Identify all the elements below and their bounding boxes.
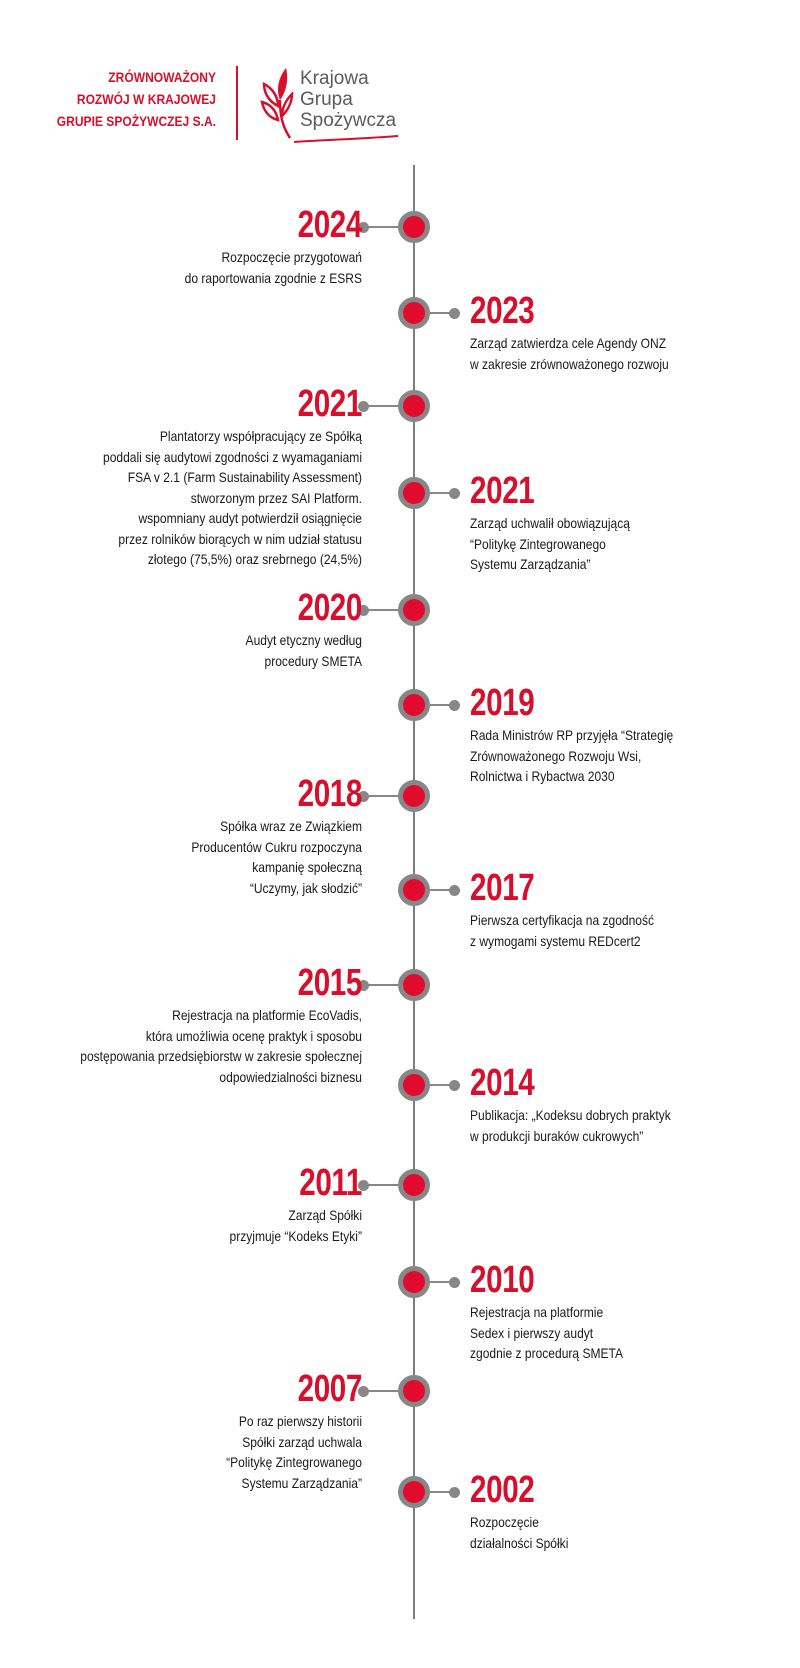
event-description: Rada Ministrów RP przyjęła “Strategię Zrównoważonego Rozwoju Wsi, Rolnictwa i Rybactwa 2030 [470,727,674,784]
event-year: 2023 [470,290,535,332]
timeline-node [398,780,430,812]
event-description: Rejestracja na platformie Sedex i pierwszy audyt zgodnie z procedurą SMETA [470,1304,624,1361]
connector-dot [449,1487,460,1498]
event-description: Plantatorzy współpracujący ze Spółką poddali się audytowi zgodności z wyamaganiami FSA v 2.1 (Farm Sustainability Assessment) stworzonym przez SAI Platform. wspomniany audyt potwierdził osiągnięcie przez rolników biorących w nim udział statusu złotego (75,5%) oraz srebrnego (24,5%) [102,428,362,567]
timeline-node [398,211,430,243]
event-year: 2018 [297,773,362,815]
event-year: 2014 [470,1062,535,1104]
event-description: Po raz pierwszy historii Spółki zarząd uchwala “Politykę Zintegrowanego Systemu Zarządzania” [226,1413,362,1491]
event-year: 2011 [299,1162,362,1204]
timeline-node [398,1476,430,1508]
event-year: 2002 [470,1469,535,1511]
timeline-event-2011 [2,1163,362,1246]
timeline-node [398,297,430,329]
connector-dot [449,700,460,711]
event-description: Publikacja: „Kodeksu dobrych praktyk w produkcji buraków cukrowych” [470,1107,671,1144]
report-title [56,66,216,132]
timeline-node [398,1375,430,1407]
report-title-line: GRUPIE SPOŻYWCZEJ S.A. [56,113,217,129]
timeline-event-2018 [2,774,362,898]
timeline-event-2023 [470,291,800,374]
event-year: 2019 [470,682,535,724]
report-title-line: ZRÓWNOWAŻONY [108,69,216,85]
timeline-event-2024 [2,205,362,288]
event-year: 2020 [297,587,362,629]
event-year: 2024 [297,204,362,246]
timeline-node [398,969,430,1001]
connector-dot [449,488,460,499]
timeline-connector [364,405,398,407]
timeline-connector [364,226,398,228]
timeline-event-2017 [470,868,800,951]
event-year: 2017 [470,867,535,909]
event-description: Rozpoczęcie działalności Spółki [470,1514,569,1551]
logo-line: Spożywcza [300,110,397,131]
timeline-event-2020 [2,588,362,671]
timeline-event-2021 [2,384,362,570]
connector-dot [449,885,460,896]
report-title-line: ROZWÓJ W KRAJOWEJ [76,91,216,107]
timeline-node [398,1266,430,1298]
wheat-ear-icon [256,64,300,142]
timeline-connector [364,609,398,611]
timeline-node [398,594,430,626]
logo-line: Krajowa [300,68,369,89]
timeline-connector [364,1184,398,1186]
event-year: 2021 [297,383,362,425]
connector-dot [449,1277,460,1288]
event-description: Audyt etyczny według procedury SMETA [245,632,362,669]
timeline-node [398,477,430,509]
timeline-event-2007 [2,1369,362,1493]
event-description: Spółka wraz ze Związkiem Producentów Cukru rozpoczyna kampanię społeczną “Uczymy, jak słodzić” [191,818,362,896]
logo-swoosh [292,134,400,144]
logo-wordmark [300,68,396,131]
event-description: Rejestracja na platformie EcoVadis, która umożliwia ocenę praktyk i sposobu postępowania przedsiębiorstw w zakresie społecznej odpowiedzialności biznesu [80,1007,362,1085]
event-year: 2010 [470,1259,535,1301]
logo-line: Grupa [300,89,353,110]
event-description: Zarząd uchwalił obowiązującą “Politykę Zintegrowanego Systemu Zarządzania” [470,515,630,572]
event-description: Pierwsza certyfikacja na zgodność z wymogami systemu REDcert2 [470,912,655,949]
timeline-event-2019 [470,683,800,787]
timeline-node [398,1069,430,1101]
timeline-node [398,874,430,906]
timeline-node [398,1169,430,1201]
header-divider [236,66,238,140]
event-year: 2021 [470,470,535,512]
event-year: 2007 [297,1368,362,1410]
connector-dot [449,308,460,319]
timeline-node [398,689,430,721]
timeline-connector [364,984,398,986]
timeline-event-2010 [470,1260,800,1364]
timeline-connector [364,1390,398,1392]
connector-dot [449,1080,460,1091]
event-description: Rozpoczęcie przygotowań do raportowania zgodnie z ESRS [184,249,362,286]
timeline-event-2014 [470,1063,800,1146]
timeline-event-2002 [470,1470,800,1553]
event-year: 2015 [297,962,362,1004]
timeline-event-2015 [2,963,362,1087]
timeline-connector [364,795,398,797]
timeline-node [398,390,430,422]
event-description: Zarząd zatwierdza cele Agendy ONZ w zakresie zrównoważonego rozwoju [470,335,669,372]
event-description: Zarząd Spółki przyjmuje “Kodeks Etyki” [229,1207,362,1244]
timeline-event-2021 [470,471,800,575]
